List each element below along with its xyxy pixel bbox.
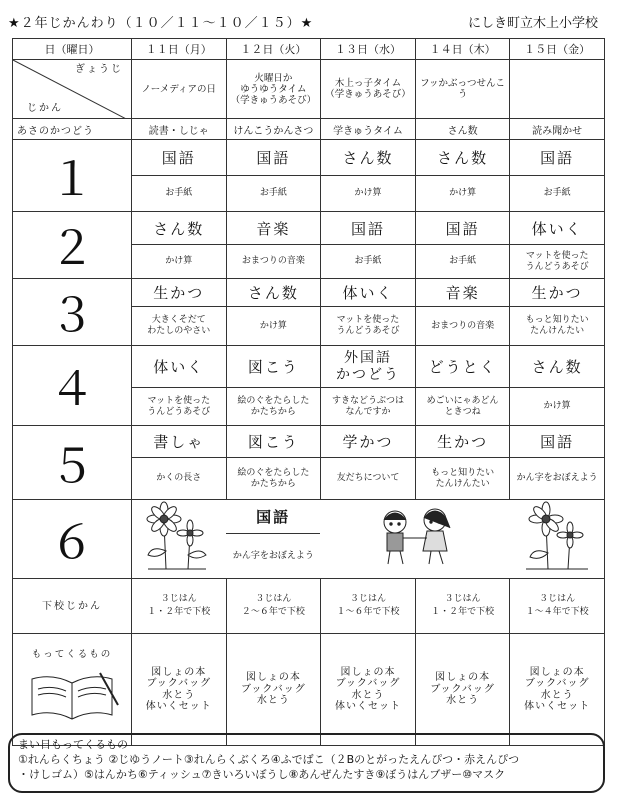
- lesson-note: もっと知りたい たんけんたい: [415, 458, 510, 500]
- lesson-note: かけ算: [415, 176, 510, 212]
- subject-cell: さん数: [226, 279, 321, 307]
- day-header-mon: １１日（月）: [132, 39, 227, 60]
- period-number: ５: [13, 426, 132, 500]
- dismissal-time: ３じはん: [539, 594, 576, 604]
- subject-cell: 国語: [510, 426, 605, 458]
- dismissal-grades: １・２年で下校: [147, 607, 211, 617]
- bring-fri: 図しょの本 ブックバッグ 水とう 体いくセット: [510, 634, 605, 746]
- morning-wed: 学きゅうタイム: [321, 119, 416, 140]
- dismissal-grades: １・２年で下校: [431, 607, 495, 617]
- period-number: ２: [13, 212, 132, 279]
- day-header-wed: １３日（水）: [321, 39, 416, 60]
- morning-activity-label: あさのかつどう: [13, 119, 132, 140]
- subject-cell: 生かつ: [415, 426, 510, 458]
- lesson-note: お手紙: [510, 176, 605, 212]
- bring-thu: 図しょの本 ブックバッグ 水とう: [415, 634, 510, 746]
- subject-cell: 体いく: [510, 212, 605, 245]
- lesson-note: お手紙: [226, 176, 321, 212]
- dismissal-time: ３じはん: [160, 594, 197, 604]
- subject-cell: 国語: [415, 212, 510, 245]
- dismissal-time: ３じはん: [444, 594, 481, 604]
- dismissal-grades: ２～６年で下校: [241, 607, 305, 617]
- bring-label: もってくるもの: [31, 649, 113, 660]
- flower-icon: [512, 501, 602, 573]
- lesson-note: マットを使った うんどうあそび: [321, 307, 416, 346]
- lesson-note: かん字をおぼえよう: [510, 458, 605, 500]
- lesson-note: かけ算: [132, 245, 227, 279]
- subject-cell: 国語: [132, 140, 227, 176]
- page-title: ★２年じかんわり（１０／１１～１０／１５）★: [8, 16, 314, 31]
- subject-cell: 生かつ: [132, 279, 227, 307]
- daily-items-title: まい日もってくるもの: [18, 738, 128, 751]
- children-illustration: [321, 500, 510, 579]
- dismissal-wed: [321, 579, 416, 634]
- event-label: ぎょうじ: [75, 64, 123, 75]
- subject-cell: 学かつ: [321, 426, 416, 458]
- morning-mon: 読書・しじゃ: [132, 119, 227, 140]
- page-header: [8, 12, 608, 34]
- daily-items-box: [8, 733, 605, 793]
- period-number: ３: [13, 279, 132, 346]
- lesson-note: マットを使った うんどうあそび: [132, 388, 227, 426]
- subject-cell: 国語: [510, 140, 605, 176]
- bring-label-cell: [13, 634, 132, 746]
- subject-cell: 図こう: [226, 426, 321, 458]
- period6-tue: [226, 500, 321, 579]
- day-column-header: 日（曜日）: [13, 39, 132, 60]
- lesson-note: 大きくそだて わたしのやさい: [132, 307, 227, 346]
- subject-cell: 国語: [321, 212, 416, 245]
- day-header-tue: １２日（火）: [226, 39, 321, 60]
- dismissal-grades: １～６年で下校: [336, 607, 400, 617]
- lesson-note: お手紙: [132, 176, 227, 212]
- dismissal-mon: [132, 579, 227, 634]
- morning-fri: 読み聞かせ: [510, 119, 605, 140]
- dismissal-tue: [226, 579, 321, 634]
- subject-cell: どうとく: [415, 346, 510, 388]
- lesson-note: すきなどうぶつは なんですか: [321, 388, 416, 426]
- dismissal-grades: １～４年で下校: [525, 607, 589, 617]
- daily-items-line: ①れんらくちょう ②じゆうノート③れんらくぶくろ④ふでばこ（２Bのとがったえんぴつ・赤えんぴつ: [18, 753, 520, 766]
- flower-illustration: [510, 500, 605, 579]
- book-icon: [22, 665, 122, 727]
- period-number: １: [13, 140, 132, 212]
- lesson-note: かけ算: [510, 388, 605, 426]
- dismissal-time: ３じはん: [255, 594, 292, 604]
- period-number: ６: [13, 500, 132, 579]
- bring-wed: 図しょの本 ブックバッグ 水とう 体いくセット: [321, 634, 416, 746]
- event-time-label-cell: [13, 60, 132, 119]
- day-header-fri: １５日（金）: [510, 39, 605, 60]
- lesson-note: かん字をおぼえよう: [232, 550, 314, 561]
- subject-cell: 外国語 かつどう: [321, 346, 416, 388]
- subject-cell: 音楽: [415, 279, 510, 307]
- event-fri: [510, 60, 605, 119]
- lesson-note: もっと知りたい たんけんたい: [510, 307, 605, 346]
- subject-cell: 体いく: [321, 279, 416, 307]
- lesson-note: 絵のぐをたらした かたちから: [226, 458, 321, 500]
- lesson-note: おまつりの音楽: [226, 245, 321, 279]
- subject-cell: さん数: [510, 346, 605, 388]
- time-label: じかん: [27, 103, 63, 114]
- subject-cell: 書しゃ: [132, 426, 227, 458]
- lesson-note: かけ算: [321, 176, 416, 212]
- bring-tue: 図しょの本 ブックバッグ 水とう: [226, 634, 321, 746]
- lesson-note: 絵のぐをたらした かたちから: [226, 388, 321, 426]
- morning-tue: けんこうかんさつ: [226, 119, 321, 140]
- subject-cell: さん数: [132, 212, 227, 245]
- lesson-note: おまつりの音楽: [415, 307, 510, 346]
- subject-cell: さん数: [415, 140, 510, 176]
- dismissal-fri: [510, 579, 605, 634]
- subject-cell: 体いく: [132, 346, 227, 388]
- lesson-note: かけ算: [226, 307, 321, 346]
- event-tue: 火曜日か ゆうゆうタイム （学きゅうあそび）: [226, 60, 321, 119]
- flower-icon: [134, 501, 224, 573]
- lesson-note: かくの長さ: [132, 458, 227, 500]
- subject-cell: 音楽: [226, 212, 321, 245]
- bring-mon: 図しょの本 ブックバッグ 水とう 体いくセット: [132, 634, 227, 746]
- period-number: ４: [13, 346, 132, 426]
- daily-items-line: ・けしゴム）⑤はんかち⑥ティッシュ⑦きいろいぼうし⑧あんぜんたすき⑨ぼうはんブザー⑩マスク: [18, 768, 506, 781]
- subject-cell: 生かつ: [510, 279, 605, 307]
- lesson-note: めごいにゃあどん ときつね: [415, 388, 510, 426]
- lesson-note: お手紙: [415, 245, 510, 279]
- lesson-note: お手紙: [321, 245, 416, 279]
- subject-cell: さん数: [321, 140, 416, 176]
- event-mon: ノーメディアの日: [132, 60, 227, 119]
- flower-illustration: [132, 500, 227, 579]
- subject-cell: 図こう: [226, 346, 321, 388]
- dismissal-thu: [415, 579, 510, 634]
- school-name: にしき町立木上小学校: [467, 16, 598, 31]
- morning-thu: さん数: [415, 119, 510, 140]
- lesson-note: マットを使った うんどうあそび: [510, 245, 605, 279]
- dismissal-label: 下校じかん: [13, 579, 132, 634]
- subject-cell: 国語: [226, 501, 320, 534]
- subject-cell: 国語: [226, 140, 321, 176]
- day-header-thu: １４日（木）: [415, 39, 510, 60]
- event-thu: フッかぶっつせんこう: [415, 60, 510, 119]
- dismissal-time: ３じはん: [349, 594, 386, 604]
- children-icon: [355, 500, 475, 574]
- lesson-note: 友だちについて: [321, 458, 416, 500]
- timetable: [12, 38, 605, 746]
- event-wed: 木上っ子タイム （学きゅうあそび）: [321, 60, 416, 119]
